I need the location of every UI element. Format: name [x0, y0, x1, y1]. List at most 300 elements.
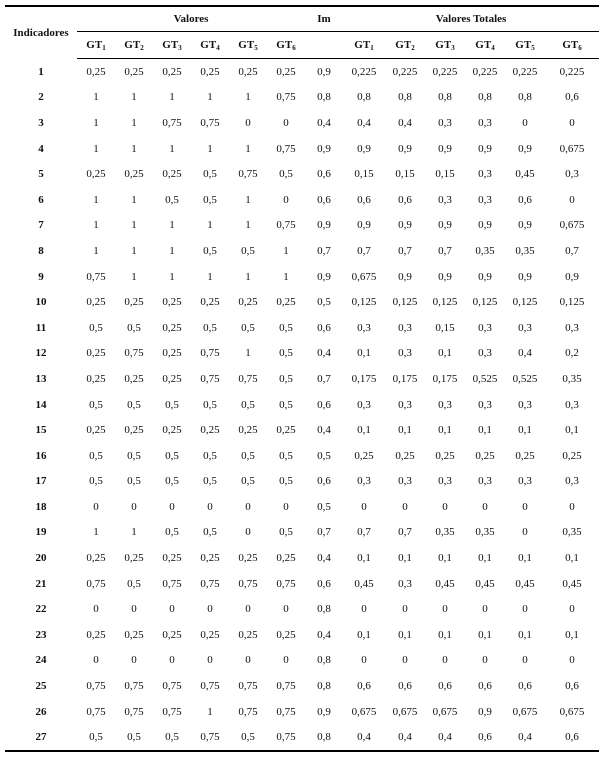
table-row [5, 596, 599, 622]
total-gt2: 0 [402, 603, 408, 616]
total-gt5: 0,225 [512, 65, 538, 78]
valor-gt6: 0,75 [267, 724, 305, 751]
total-gt4: 0,9 [478, 705, 492, 718]
valor-gt4: 0,5 [203, 168, 217, 181]
total-gt5: 0,25 [515, 449, 535, 462]
total-gt3: 0,4 [425, 724, 465, 751]
total-gt2: 0,7 [398, 244, 412, 257]
valor-gt5: 1 [245, 142, 251, 155]
valor-gt2: 0,5 [127, 321, 141, 334]
valor-gt4: 0 [207, 603, 213, 616]
valor-gt5: 0 [245, 526, 251, 539]
valor-gt5: 0,25 [238, 424, 258, 437]
valor-gt6: 0,75 [276, 91, 296, 104]
total-gt4: 0,1 [478, 552, 492, 565]
total-gt4: 0,35 [475, 244, 495, 257]
gt-prefix: GT [200, 38, 217, 51]
total-gt3: 0,175 [432, 372, 458, 385]
total-gt1: 0,25 [354, 449, 374, 462]
gt-subscript: 5 [254, 43, 258, 52]
total-gt6: 0,675 [559, 219, 585, 232]
valor-gt2: 1 [131, 91, 137, 104]
total-gt2: 0,4 [398, 116, 412, 129]
total-gt4: 0,3 [478, 116, 492, 129]
total-gt1: 0,45 [354, 577, 374, 590]
indicator-id: 5 [38, 168, 44, 181]
total-gt6: 0,3 [565, 168, 579, 181]
valor-gt4: 0,5 [203, 398, 217, 411]
valor-gt1: 1 [93, 91, 99, 104]
indicadores-header: Indicadores [5, 6, 77, 59]
valor-gt5: 0 [245, 116, 251, 129]
total-gt6: 0 [569, 193, 575, 206]
total-gt1: 0 [361, 654, 367, 667]
total-gt6: 0,7 [565, 244, 579, 257]
valor-gt5: 1 [245, 347, 251, 360]
total-gt2: 0,6 [398, 680, 412, 693]
total-gt5: 0,45 [515, 168, 535, 181]
total-gt3: 0,45 [435, 577, 455, 590]
valor-gt2: 0,25 [124, 552, 144, 565]
total-gt5: 0,8 [518, 91, 532, 104]
valor-gt5: 0,75 [238, 168, 258, 181]
im-value: 0,7 [317, 526, 331, 539]
table-row [5, 213, 599, 239]
indicator-id: 15 [35, 424, 47, 437]
total-gt5: 0 [522, 603, 528, 616]
total-gt4: 0,3 [478, 475, 492, 488]
valor-gt4: 1 [207, 219, 213, 232]
total-gt4: 0 [482, 603, 488, 616]
total-gt1: 0,4 [357, 116, 371, 129]
valor-gt4: 0,5 [203, 475, 217, 488]
table-row [5, 417, 599, 443]
im-value: 0,8 [317, 603, 331, 616]
indicator-id: 13 [35, 372, 47, 385]
valor-gt4: 0,25 [200, 552, 220, 565]
indicator-id: 8 [38, 244, 44, 257]
total-gt5: 0,9 [518, 219, 532, 232]
valor-gt4: 0,5 [203, 244, 217, 257]
valor-gt2: 0,75 [124, 347, 144, 360]
im-value: 0,9 [317, 219, 331, 232]
indicator-id: 7 [38, 219, 44, 232]
valor-gt6: 0 [283, 116, 289, 129]
valor-gt5: 1 [245, 270, 251, 283]
valor-gt4: 0,75 [200, 116, 220, 129]
indicator-id: 6 [38, 193, 44, 206]
valores-gt-header-1 [77, 32, 115, 59]
gt-prefix: GT [124, 38, 141, 51]
total-gt1: 0,3 [357, 321, 371, 334]
total-gt6: 0,3 [565, 475, 579, 488]
indicators-table-container [5, 5, 599, 752]
totales-gt-header-5 [505, 32, 545, 59]
total-gt2: 0,225 [392, 65, 418, 78]
total-gt4: 0 [482, 654, 488, 667]
total-gt2: 0,15 [395, 168, 415, 181]
im-value: 0,6 [317, 321, 331, 334]
valor-gt2: 1 [131, 526, 137, 539]
total-gt4: 0,3 [478, 347, 492, 360]
im-value: 0,7 [317, 372, 331, 385]
valor-gt4: 0,75 [200, 577, 220, 590]
table-row [5, 469, 599, 495]
total-gt5: 0,4 [505, 724, 545, 751]
totales-gt-header-4 [465, 32, 505, 59]
total-gt4: 0,1 [478, 628, 492, 641]
valor-gt2: 1 [131, 142, 137, 155]
valor-gt1: 0,75 [86, 270, 106, 283]
valor-gt2: 0,25 [124, 296, 144, 309]
valor-gt1: 1 [93, 244, 99, 257]
valor-gt6: 0,75 [276, 142, 296, 155]
indicator-id: 25 [35, 680, 47, 693]
im-value: 0,8 [317, 680, 331, 693]
im-value: 0,8 [305, 724, 343, 751]
valor-gt4: 0,5 [203, 526, 217, 539]
valor-gt6: 0,75 [276, 577, 296, 590]
total-gt2: 0,3 [398, 347, 412, 360]
total-gt6: 0,9 [565, 270, 579, 283]
table-row [5, 545, 599, 571]
total-gt1: 0,225 [351, 65, 377, 78]
table-row [5, 136, 599, 162]
valor-gt1: 0,5 [89, 475, 103, 488]
total-gt4: 0,525 [472, 372, 498, 385]
im-header: Im [305, 6, 343, 32]
total-gt2: 0,9 [398, 270, 412, 283]
valor-gt1: 0,25 [86, 347, 106, 360]
total-gt3: 0,15 [435, 168, 455, 181]
valor-gt5: 0,75 [238, 372, 258, 385]
total-gt1: 0,3 [357, 475, 371, 488]
valor-gt6: 0,5 [279, 347, 293, 360]
total-gt2: 0,3 [398, 321, 412, 334]
gt-subscript: 4 [216, 43, 220, 52]
valor-gt5: 0,5 [241, 449, 255, 462]
total-gt6: 0,3 [565, 321, 579, 334]
table-row [5, 110, 599, 136]
gt-header-row [5, 32, 599, 59]
total-gt2: 0,675 [392, 705, 418, 718]
valor-gt5: 0 [245, 500, 251, 513]
total-gt1: 0,125 [351, 296, 377, 309]
valor-gt3: 0,75 [162, 705, 182, 718]
valor-gt2: 1 [131, 270, 137, 283]
totales-gt-header-2 [385, 32, 425, 59]
valor-gt1: 0,75 [86, 705, 106, 718]
total-gt2: 0,7 [398, 526, 412, 539]
valor-gt2: 0 [131, 500, 137, 513]
valor-gt1: 1 [93, 526, 99, 539]
valor-gt3: 0 [169, 654, 175, 667]
valor-gt4: 1 [207, 142, 213, 155]
total-gt3: 0,3 [438, 116, 452, 129]
total-gt5: 0,35 [515, 244, 535, 257]
valor-gt2: 0,25 [124, 168, 144, 181]
valor-gt6: 0 [283, 603, 289, 616]
valor-gt4: 0 [207, 654, 213, 667]
valor-gt3: 0,75 [162, 680, 182, 693]
valor-gt1: 0,25 [86, 65, 106, 78]
gt-prefix: GT [354, 38, 371, 51]
indicators-table [5, 5, 599, 752]
gt-prefix: GT [86, 38, 103, 51]
total-gt3: 0,3 [438, 398, 452, 411]
valor-gt4: 0,5 [203, 449, 217, 462]
valor-gt5: 1 [245, 193, 251, 206]
table-row [5, 571, 599, 597]
gt-prefix: GT [395, 38, 412, 51]
total-gt6: 0,125 [559, 296, 585, 309]
total-gt6: 0,1 [565, 628, 579, 641]
valor-gt1: 0,25 [86, 168, 106, 181]
valor-gt6: 0,5 [279, 372, 293, 385]
valor-gt5: 0,75 [238, 680, 258, 693]
table-row [5, 366, 599, 392]
total-gt3: 0,7 [438, 244, 452, 257]
total-gt1: 0,9 [357, 142, 371, 155]
total-gt6: 0,45 [562, 577, 582, 590]
valor-gt4: 0,25 [200, 65, 220, 78]
im-value: 0,9 [317, 705, 331, 718]
total-gt1: 0,15 [354, 168, 374, 181]
valor-gt5: 0 [245, 654, 251, 667]
valor-gt5: 1 [245, 219, 251, 232]
table-row [5, 648, 599, 674]
total-gt1: 0,1 [357, 552, 371, 565]
total-gt1: 0 [361, 500, 367, 513]
indicator-id: 19 [35, 526, 47, 539]
valor-gt2: 0,5 [115, 724, 153, 751]
total-gt4: 0,3 [478, 193, 492, 206]
im-header-blank [305, 32, 343, 59]
valor-gt2: 0,25 [124, 372, 144, 385]
gt-prefix: GT [162, 38, 179, 51]
gt-subscript: 2 [411, 43, 415, 52]
total-gt6: 0 [569, 654, 575, 667]
total-gt3: 0,1 [438, 424, 452, 437]
total-gt5: 0,125 [512, 296, 538, 309]
valor-gt2: 0 [131, 603, 137, 616]
indicator-id: 11 [35, 321, 47, 334]
total-gt2: 0,1 [398, 628, 412, 641]
valor-gt2: 1 [131, 193, 137, 206]
table-row [5, 289, 599, 315]
indicator-id: 21 [35, 577, 47, 590]
valor-gt2: 0,75 [124, 680, 144, 693]
total-gt3: 0,6 [438, 680, 452, 693]
total-gt5: 0 [522, 654, 528, 667]
table-row [5, 315, 599, 341]
total-gt4: 0,45 [475, 577, 495, 590]
valor-gt5: 1 [245, 91, 251, 104]
im-value: 0,9 [317, 142, 331, 155]
indicator-id: 3 [38, 116, 44, 129]
indicator-id: 27 [5, 724, 77, 751]
total-gt3: 0,8 [438, 91, 452, 104]
im-value: 0,5 [317, 296, 331, 309]
valor-gt2: 0,25 [124, 628, 144, 641]
valor-gt3: 0,25 [162, 552, 182, 565]
valor-gt6: 0,5 [279, 449, 293, 462]
total-gt3: 0,9 [438, 142, 452, 155]
indicator-id: 22 [35, 603, 47, 616]
table-row [5, 622, 599, 648]
valor-gt1: 0,25 [86, 296, 106, 309]
totales-gt-header-1 [343, 32, 385, 59]
indicator-id: 24 [35, 654, 47, 667]
total-gt4: 0,225 [472, 65, 498, 78]
valor-gt5: 0,5 [241, 475, 255, 488]
gt-subscript: 5 [531, 43, 535, 52]
total-gt2: 0,3 [398, 577, 412, 590]
total-gt6: 0,25 [562, 449, 582, 462]
im-value: 0,4 [317, 116, 331, 129]
total-gt3: 0,9 [438, 219, 452, 232]
valor-gt3: 0,5 [153, 724, 191, 751]
total-gt5: 0,3 [518, 321, 532, 334]
valor-gt2: 0,25 [124, 65, 144, 78]
indicator-id: 10 [35, 296, 47, 309]
total-gt1: 0,1 [357, 628, 371, 641]
table-row [5, 85, 599, 111]
valor-gt2: 0,5 [127, 475, 141, 488]
total-gt2: 0,9 [398, 142, 412, 155]
total-gt1: 0,8 [357, 91, 371, 104]
gt-prefix: GT [238, 38, 255, 51]
indicator-id: 4 [38, 142, 44, 155]
valor-gt1: 0,5 [77, 724, 115, 751]
valores-totales-header: Valores Totales [343, 6, 599, 32]
im-value: 0,8 [317, 91, 331, 104]
total-gt3: 0 [442, 654, 448, 667]
valor-gt2: 0,5 [127, 449, 141, 462]
table-row [5, 724, 599, 751]
valor-gt1: 0,75 [86, 577, 106, 590]
valor-gt5: 0,25 [238, 296, 258, 309]
total-gt3: 0,675 [432, 705, 458, 718]
valor-gt1: 1 [93, 219, 99, 232]
valor-gt2: 0,75 [124, 705, 144, 718]
valor-gt6: 0 [283, 193, 289, 206]
valor-gt6: 0,25 [276, 424, 296, 437]
total-gt6: 0,3 [565, 398, 579, 411]
valor-gt4: 0,25 [200, 424, 220, 437]
indicator-id: 16 [35, 449, 47, 462]
gt-subscript: 3 [451, 43, 455, 52]
total-gt6: 0,6 [545, 724, 599, 751]
total-gt2: 0,9 [398, 219, 412, 232]
im-value: 0,4 [317, 424, 331, 437]
valor-gt5: 0,75 [238, 577, 258, 590]
valor-gt1: 0 [93, 654, 99, 667]
gt-subscript: 6 [292, 43, 296, 52]
total-gt4: 0,25 [475, 449, 495, 462]
total-gt4: 0,35 [475, 526, 495, 539]
total-gt3: 0,1 [438, 347, 452, 360]
indicator-id: 14 [35, 398, 47, 411]
valor-gt3: 0,5 [165, 398, 179, 411]
valor-gt6: 0,25 [276, 628, 296, 641]
total-gt4: 0,3 [478, 168, 492, 181]
total-gt4: 0,125 [472, 296, 498, 309]
table-row [5, 520, 599, 546]
valor-gt3: 0,75 [162, 577, 182, 590]
indicator-id: 18 [35, 500, 47, 513]
total-gt1: 0,675 [351, 270, 377, 283]
total-gt5: 0,1 [518, 552, 532, 565]
total-gt2: 0,4 [385, 724, 425, 751]
valor-gt3: 0,25 [162, 168, 182, 181]
gt-subscript: 1 [102, 43, 106, 52]
total-gt3: 0,3 [438, 475, 452, 488]
valor-gt2: 1 [131, 244, 137, 257]
valor-gt6: 1 [283, 244, 289, 257]
valor-gt6: 0,75 [276, 705, 296, 718]
im-value: 0,4 [317, 628, 331, 641]
valor-gt3: 0,5 [165, 475, 179, 488]
total-gt2: 0,25 [395, 449, 415, 462]
valor-gt1: 0,25 [86, 552, 106, 565]
total-gt6: 0,35 [562, 372, 582, 385]
total-gt3: 0,25 [435, 449, 455, 462]
indicator-id: 26 [35, 705, 47, 718]
valor-gt1: 1 [93, 193, 99, 206]
valor-gt4: 0,25 [200, 628, 220, 641]
valor-gt6: 1 [283, 270, 289, 283]
valor-gt2: 0,5 [127, 577, 141, 590]
total-gt4: 0,8 [478, 91, 492, 104]
valor-gt3: 1 [169, 91, 175, 104]
gt-subscript: 6 [578, 43, 582, 52]
gt-subscript: 2 [140, 43, 144, 52]
valor-gt1: 0 [93, 603, 99, 616]
total-gt3: 0 [442, 500, 448, 513]
valor-gt1: 0,25 [86, 372, 106, 385]
total-gt5: 0 [522, 526, 528, 539]
indicator-id: 2 [38, 91, 44, 104]
total-gt1: 0 [361, 603, 367, 616]
valor-gt5: 0,5 [241, 244, 255, 257]
total-gt1: 0,9 [357, 219, 371, 232]
valor-gt4: 0,5 [203, 193, 217, 206]
gt-subscript: 1 [370, 43, 374, 52]
valor-gt4: 1 [207, 91, 213, 104]
total-gt1: 0,3 [357, 398, 371, 411]
total-gt1: 0,4 [343, 724, 385, 751]
valor-gt4: 1 [207, 705, 213, 718]
total-gt4: 0 [482, 500, 488, 513]
valor-gt4: 1 [207, 270, 213, 283]
valor-gt6: 0,5 [279, 398, 293, 411]
valor-gt3: 0 [169, 603, 175, 616]
valor-gt6: 0 [283, 654, 289, 667]
valor-gt3: 1 [169, 219, 175, 232]
table-row [5, 341, 599, 367]
indicator-id: 17 [35, 475, 47, 488]
valor-gt1: 0,5 [89, 449, 103, 462]
valor-gt6: 0,5 [279, 321, 293, 334]
total-gt5: 0,675 [512, 705, 538, 718]
im-value: 0,5 [317, 500, 331, 513]
total-gt1: 0,6 [357, 193, 371, 206]
valor-gt1: 1 [93, 142, 99, 155]
total-gt6: 0 [569, 116, 575, 129]
total-gt5: 0,6 [518, 680, 532, 693]
total-gt4: 0,6 [465, 724, 505, 751]
